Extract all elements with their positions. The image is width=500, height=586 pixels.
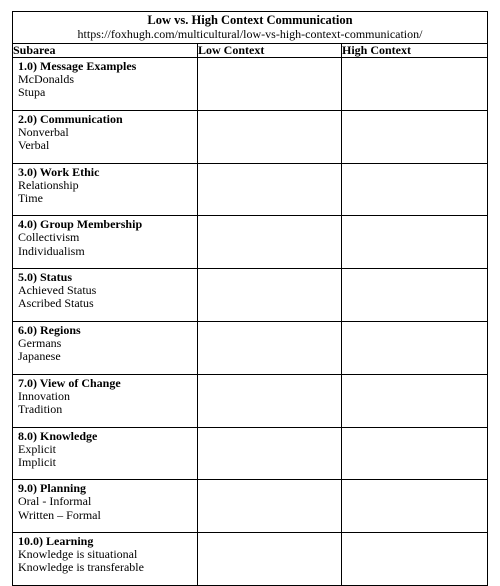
subarea-cell [13, 58, 198, 111]
worksheet-body [13, 12, 488, 586]
column-header-high-context: High Context [342, 44, 488, 58]
subarea-title: 4.0) Group Membership [18, 217, 143, 232]
worksheet-table [12, 11, 488, 586]
low-context-cell[interactable] [198, 269, 342, 322]
high-context-cell[interactable] [342, 480, 488, 533]
subarea-title: 10.0) Learning [18, 534, 94, 549]
high-context-cell[interactable] [342, 321, 488, 374]
subarea-item: Time [18, 190, 43, 205]
low-context-cell[interactable] [198, 427, 342, 480]
table-row [13, 480, 488, 533]
low-context-cell[interactable] [198, 480, 342, 533]
high-context-cell[interactable] [342, 269, 488, 322]
column-header-low-context: Low Context [198, 44, 342, 58]
subarea-item: Achieved Status [18, 283, 97, 298]
table-row [13, 110, 488, 163]
high-context-cell[interactable] [342, 110, 488, 163]
subarea-item: Collectivism [18, 230, 80, 245]
subarea-title: 3.0) Work Ethic [18, 164, 100, 179]
subarea-title: 6.0) Regions [18, 322, 81, 337]
subarea-item: Written – Formal [18, 507, 101, 522]
table-row [13, 533, 488, 586]
subarea-item: Knowledge is situational [18, 547, 138, 562]
table-row [13, 216, 488, 269]
low-context-cell[interactable] [198, 533, 342, 586]
subarea-item: Stupa [18, 85, 46, 100]
high-context-cell[interactable] [342, 533, 488, 586]
low-context-cell[interactable] [198, 216, 342, 269]
subarea-title: 9.0) Planning [18, 481, 87, 496]
subarea-item: Oral - Informal [18, 494, 92, 509]
title-cell [13, 12, 488, 44]
high-context-cell[interactable] [342, 374, 488, 427]
low-context-cell[interactable] [198, 110, 342, 163]
subarea-item: Verbal [18, 138, 50, 153]
subarea-cell [13, 269, 198, 322]
subarea-cell [13, 374, 198, 427]
low-context-cell[interactable] [198, 163, 342, 216]
low-context-cell[interactable] [198, 58, 342, 111]
high-context-cell[interactable] [342, 163, 488, 216]
subarea-item: Implicit [18, 454, 56, 469]
subarea-cell [13, 321, 198, 374]
high-context-cell[interactable] [342, 427, 488, 480]
table-row [13, 321, 488, 374]
subarea-cell [13, 163, 198, 216]
subarea-title: 1.0) Message Examples [18, 59, 137, 73]
subarea-cell [13, 480, 198, 533]
table-row [13, 269, 488, 322]
table-row [13, 58, 488, 111]
low-context-cell[interactable] [198, 374, 342, 427]
column-header-subarea: Subarea [13, 44, 198, 58]
subarea-cell [13, 533, 198, 586]
subarea-title: 8.0) Knowledge [18, 428, 98, 443]
document-title: Low vs. High Context Communication [147, 13, 353, 27]
header-row [13, 44, 488, 58]
subarea-title: 2.0) Communication [18, 111, 123, 126]
subarea-cell [13, 110, 198, 163]
subarea-item: McDonalds [18, 72, 74, 86]
table-row [13, 427, 488, 480]
subarea-item: Knowledge is transferable [18, 560, 144, 575]
subarea-item: Relationship [18, 177, 79, 192]
subarea-item: Innovation [18, 388, 70, 403]
subarea-item: Tradition [18, 402, 63, 417]
subarea-cell [13, 427, 198, 480]
subarea-item: Germans [18, 335, 62, 350]
table-row [13, 374, 488, 427]
subarea-item: Individualism [18, 243, 85, 258]
subarea-title: 7.0) View of Change [18, 375, 121, 390]
high-context-cell[interactable] [342, 58, 488, 111]
subarea-item: Japanese [18, 349, 61, 364]
source-url: https://foxhugh.com/multicultural/low-vs-high-context-communication/ [77, 27, 423, 41]
subarea-title: 5.0) Status [18, 270, 73, 285]
high-context-cell[interactable] [342, 216, 488, 269]
subarea-cell [13, 216, 198, 269]
subarea-item: Nonverbal [18, 124, 69, 139]
table-row [13, 163, 488, 216]
subarea-item: Ascribed Status [18, 296, 94, 311]
subarea-item: Explicit [18, 441, 56, 456]
low-context-cell[interactable] [198, 321, 342, 374]
title-row [13, 12, 488, 44]
